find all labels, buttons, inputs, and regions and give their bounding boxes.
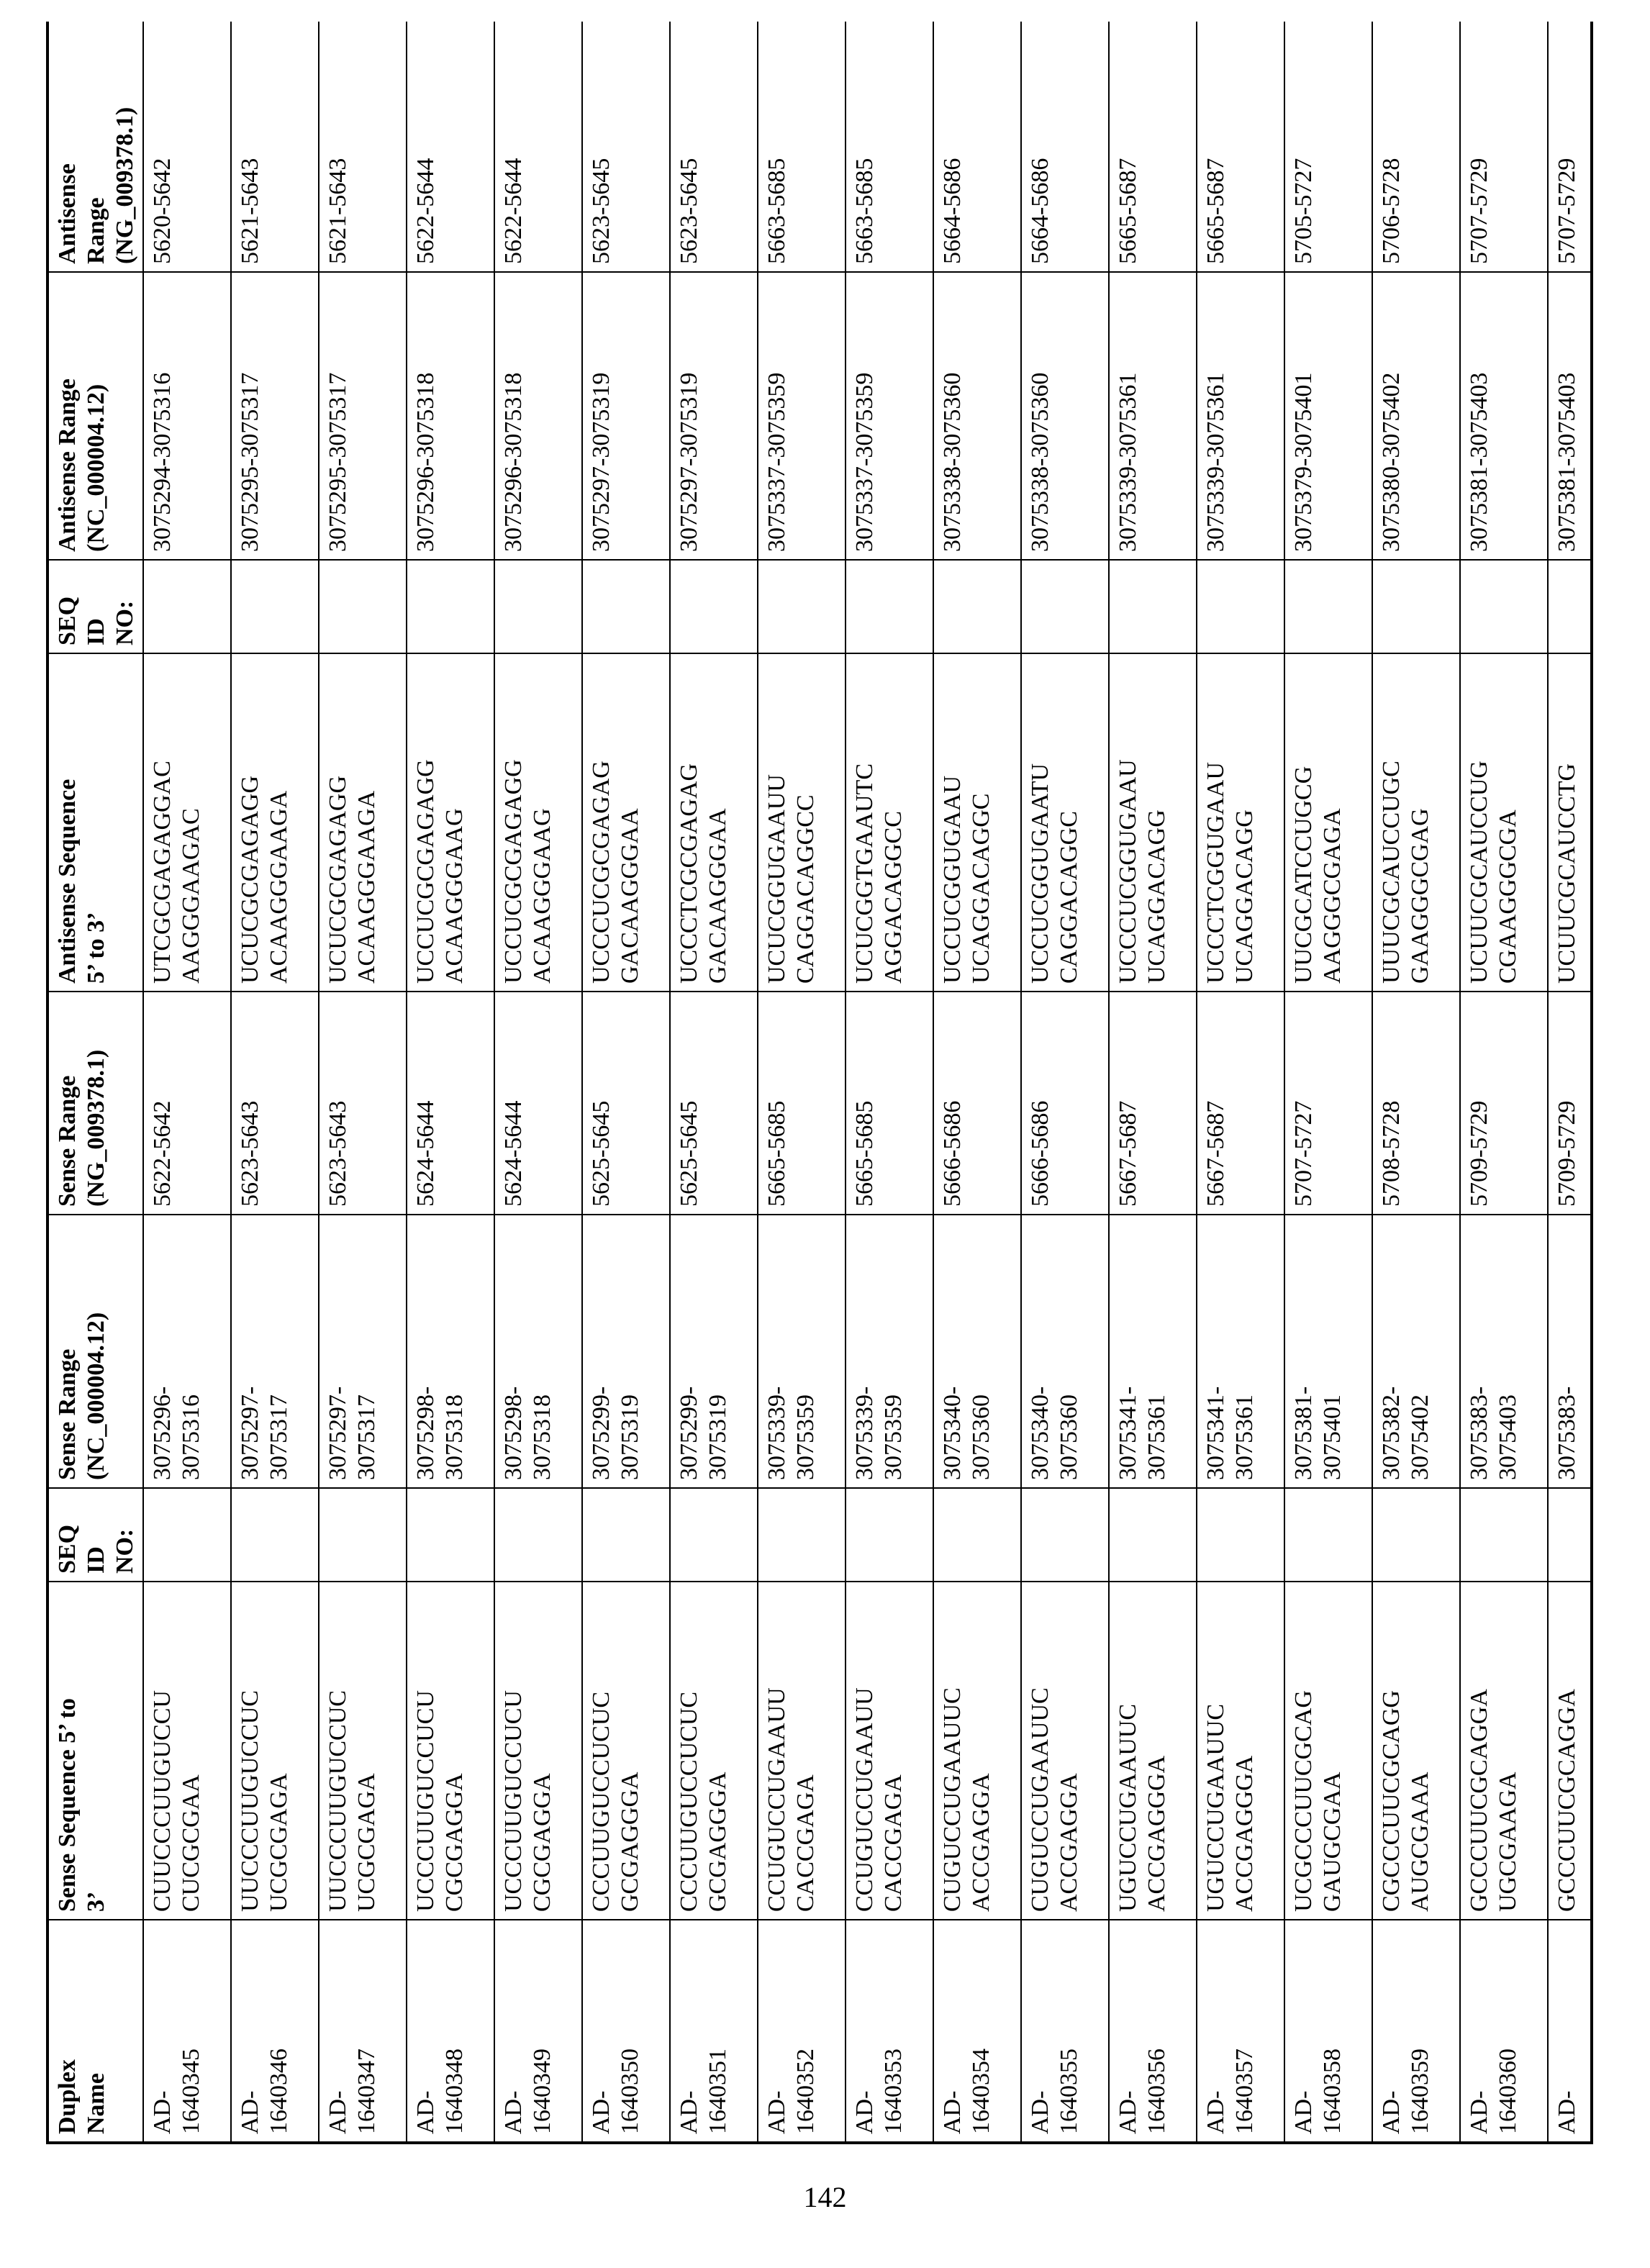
cell-sense-sequence: UCCCUUGUCCUCU CGCGAGGA xyxy=(407,1582,494,1920)
cell-antisense-range-nc: 3075337-3075359 xyxy=(758,272,846,560)
cell-sense-range-nc: 3075299- 3075319 xyxy=(670,1215,758,1488)
cell-duplex-name: AD- 1640354 xyxy=(933,1920,1021,2143)
table-row xyxy=(1284,22,1372,2143)
cell-duplex-name: AD- 1640347 xyxy=(319,1920,407,2143)
cell-seq-id-antisense xyxy=(1548,560,1593,653)
cell-antisense-range-nc: 3075381-3075403 xyxy=(1548,272,1593,560)
cell-antisense-sequence: UCCCUCGGUGAAU UCAGGACAGG xyxy=(1109,653,1197,992)
cell-seq-id-antisense xyxy=(758,560,846,653)
cell-seq-id-sense xyxy=(1109,1488,1197,1582)
col-header-seq-id-antisense: SEQ ID NO: xyxy=(47,560,143,653)
cell-sense-sequence: CCCUUGUCCUCUC GCGAGGGA xyxy=(582,1582,670,1920)
cell-seq-id-antisense xyxy=(846,560,933,653)
cell-antisense-range-ng: 5623-5645 xyxy=(582,22,670,272)
cell-sense-range-nc: 3075340- 3075360 xyxy=(1021,1215,1109,1488)
cell-antisense-sequence: UCUCGGTGAAUTC AGGACAGGCC xyxy=(846,653,933,992)
cell-antisense-range-ng: 5707-5729 xyxy=(1460,22,1548,272)
cell-sense-sequence: UGUCCUGAAUUC ACCGAGGGA xyxy=(1109,1582,1197,1920)
cell-antisense-range-nc: 3075295-3075317 xyxy=(231,272,319,560)
cell-antisense-range-ng: 5664-5686 xyxy=(933,22,1021,272)
cell-seq-id-sense xyxy=(231,1488,319,1582)
cell-antisense-range-nc: 3075337-3075359 xyxy=(846,272,933,560)
cell-antisense-sequence: UCCUCGGUGAATU CAGGACAGGC xyxy=(1021,653,1109,992)
cell-seq-id-sense xyxy=(1197,1488,1284,1582)
cell-seq-id-antisense xyxy=(1460,560,1548,653)
cell-antisense-range-ng: 5620-5642 xyxy=(143,22,231,272)
cell-sense-sequence: UCCCUUGUCCUCU CGCGAGGA xyxy=(494,1582,582,1920)
cell-sense-sequence: CCUGUCCUGAAUU CACCGAGA xyxy=(758,1582,846,1920)
cell-antisense-sequence: UCUCGGUGAAUU CAGGACAGGCC xyxy=(758,653,846,992)
cell-sense-range-ng: 5624-5644 xyxy=(494,992,582,1215)
cell-sense-range-nc: 3075297- 3075317 xyxy=(319,1215,407,1488)
cell-antisense-sequence: UCCCTCGGUGAAU UCAGGACAGG xyxy=(1197,653,1284,992)
cell-sense-range-ng: 5666-5686 xyxy=(1021,992,1109,1215)
cell-sense-sequence: CUUCCCUUGUCCU CUCGCGAA xyxy=(143,1582,231,1920)
cell-antisense-sequence: UCCCUCGCGAGAG GACAAGGGAA xyxy=(582,653,670,992)
cell-antisense-range-nc: 3075297-3075319 xyxy=(670,272,758,560)
table-row xyxy=(1372,22,1460,2143)
cell-sense-range-ng: 5665-5685 xyxy=(846,992,933,1215)
cell-sense-range-nc: 3075382- 3075402 xyxy=(1372,1215,1460,1488)
cell-sense-sequence: UUCCCUUGUCCUC UCGCGAGA xyxy=(231,1582,319,1920)
cell-seq-id-sense xyxy=(319,1488,407,1582)
cell-seq-id-sense xyxy=(758,1488,846,1582)
cell-antisense-range-nc: 3075294-3075316 xyxy=(143,272,231,560)
cell-duplex-name: AD- 1640348 xyxy=(407,1920,494,2143)
cell-sense-range-nc: 3075340- 3075360 xyxy=(933,1215,1021,1488)
cell-antisense-range-nc: 3075297-3075319 xyxy=(582,272,670,560)
cell-seq-id-antisense xyxy=(1109,560,1197,653)
cell-sense-range-nc: 3075298- 3075318 xyxy=(494,1215,582,1488)
cell-antisense-sequence: UCUUCGCAUCCUG CGAAGGGCGA xyxy=(1460,653,1548,992)
cell-sense-range-ng: 5667-5687 xyxy=(1197,992,1284,1215)
cell-antisense-range-nc: 3075338-3075360 xyxy=(933,272,1021,560)
table-row xyxy=(1460,22,1548,2143)
cell-sense-sequence: CGCCCUUCGCAGG AUGCGAAA xyxy=(1372,1582,1460,1920)
cell-sense-range-ng: 5707-5727 xyxy=(1284,992,1372,1215)
cell-duplex-name: AD- 1640349 xyxy=(494,1920,582,2143)
cell-sense-range-nc: 3075383- 3075403 xyxy=(1460,1215,1548,1488)
cell-seq-id-antisense xyxy=(143,560,231,653)
table-row xyxy=(846,22,933,2143)
table-row xyxy=(1197,22,1284,2143)
cell-antisense-range-ng: 5663-5685 xyxy=(846,22,933,272)
table-row xyxy=(231,22,319,2143)
col-header-antisense-range-nc: Antisense Range (NC_000004.12) xyxy=(47,272,143,560)
cell-seq-id-antisense xyxy=(1021,560,1109,653)
cell-duplex-name: AD- 1640360 xyxy=(1460,1920,1548,2143)
cell-antisense-range-ng: 5663-5685 xyxy=(758,22,846,272)
cell-sense-range-ng: 5623-5643 xyxy=(231,992,319,1215)
col-header-duplex-name: Duplex Name xyxy=(47,1920,143,2143)
cell-duplex-name: AD- 1640358 xyxy=(1284,1920,1372,2143)
cell-seq-id-sense xyxy=(670,1488,758,1582)
cell-seq-id-antisense xyxy=(1197,560,1284,653)
cell-seq-id-sense xyxy=(1460,1488,1548,1582)
table-row xyxy=(670,22,758,2143)
cell-antisense-sequence: UCUCGCGAGAGG ACAAGGGAAGA xyxy=(319,653,407,992)
cell-antisense-sequence: UCUUCGCAUCCTG xyxy=(1548,653,1593,992)
cell-sense-sequence: GCCCUUCGCAGGA UGCGAAGA xyxy=(1460,1582,1548,1920)
cell-sense-range-ng: 5625-5645 xyxy=(670,992,758,1215)
col-header-antisense-range-ng: Antisense Range (NG_009378.1) xyxy=(47,22,143,272)
cell-sense-range-ng: 5709-5729 xyxy=(1460,992,1548,1215)
cell-sense-range-ng: 5625-5645 xyxy=(582,992,670,1215)
cell-sense-range-nc: 3075383- xyxy=(1548,1215,1593,1488)
col-header-antisense-sequence: Antisense Sequence 5’ to 3’ xyxy=(47,653,143,992)
table-row xyxy=(582,22,670,2143)
col-header-sense-range-ng: Sense Range (NG_009378.1) xyxy=(47,992,143,1215)
cell-antisense-sequence: UCCUCGCGAGAGG ACAAGGGAAG xyxy=(494,653,582,992)
cell-seq-id-sense xyxy=(582,1488,670,1582)
table-row xyxy=(1109,22,1197,2143)
col-header-sense-range-nc: Sense Range (NC_000004.12) xyxy=(47,1215,143,1488)
cell-antisense-range-nc: 3075338-3075360 xyxy=(1021,272,1109,560)
cell-antisense-range-nc: 3075339-3075361 xyxy=(1197,272,1284,560)
cell-seq-id-antisense xyxy=(319,560,407,653)
cell-seq-id-antisense xyxy=(933,560,1021,653)
cell-duplex-name: AD- 1640355 xyxy=(1021,1920,1109,2143)
cell-antisense-range-ng: 5621-5643 xyxy=(319,22,407,272)
cell-sense-range-nc: 3075339- 3075359 xyxy=(846,1215,933,1488)
cell-antisense-range-nc: 3075296-3075318 xyxy=(407,272,494,560)
cell-antisense-sequence: UCCUCGCGAGAGG ACAAGGGAAG xyxy=(407,653,494,992)
cell-sense-range-ng: 5622-5642 xyxy=(143,992,231,1215)
cell-duplex-name: AD- 1640346 xyxy=(231,1920,319,2143)
cell-seq-id-antisense xyxy=(231,560,319,653)
cell-antisense-range-ng: 5621-5643 xyxy=(231,22,319,272)
cell-sense-range-nc: 3075339- 3075359 xyxy=(758,1215,846,1488)
cell-seq-id-sense xyxy=(933,1488,1021,1582)
table-row xyxy=(758,22,846,2143)
cell-antisense-range-nc: 3075380-3075402 xyxy=(1372,272,1460,560)
cell-sense-range-nc: 3075341- 3075361 xyxy=(1197,1215,1284,1488)
cell-seq-id-sense xyxy=(1372,1488,1460,1582)
table-header-row xyxy=(47,22,143,2143)
cell-sense-range-nc: 3075299- 3075319 xyxy=(582,1215,670,1488)
cell-sense-range-nc: 3075381- 3075401 xyxy=(1284,1215,1372,1488)
cell-duplex-name: AD- 1640353 xyxy=(846,1920,933,2143)
cell-sense-sequence: CCUGUCCUGAAUU CACCGAGA xyxy=(846,1582,933,1920)
cell-seq-id-sense xyxy=(494,1488,582,1582)
cell-antisense-sequence: UUCGCATCCUGCG AAGGGCGAGA xyxy=(1284,653,1372,992)
cell-sense-sequence: CUGUCCUGAAUUC ACCGAGGA xyxy=(933,1582,1021,1920)
cell-antisense-sequence: UTCGCGAGAGGAC AAGGGAAGAC xyxy=(143,653,231,992)
cell-antisense-sequence: UCCCTCGCGAGAG GACAAGGGAA xyxy=(670,653,758,992)
cell-seq-id-antisense xyxy=(494,560,582,653)
cell-seq-id-sense xyxy=(143,1488,231,1582)
table-row xyxy=(319,22,407,2143)
table-row xyxy=(933,22,1021,2143)
cell-seq-id-sense xyxy=(846,1488,933,1582)
cell-antisense-range-nc: 3075379-3075401 xyxy=(1284,272,1372,560)
cell-antisense-range-ng: 5664-5686 xyxy=(1021,22,1109,272)
sirna-duplex-table xyxy=(46,22,1593,2144)
cell-sense-sequence: UCGCCCUUCGCAG GAUGCGAA xyxy=(1284,1582,1372,1920)
cell-seq-id-antisense xyxy=(407,560,494,653)
cell-sense-range-ng: 5624-5644 xyxy=(407,992,494,1215)
cell-duplex-name: AD- 1640350 xyxy=(582,1920,670,2143)
col-header-seq-id-sense: SEQ ID NO: xyxy=(47,1488,143,1582)
col-header-sense-sequence: Sense Sequence 5’ to 3’ xyxy=(47,1582,143,1920)
cell-antisense-range-ng: 5706-5728 xyxy=(1372,22,1460,272)
cell-duplex-name: AD- xyxy=(1548,1920,1593,2143)
cell-antisense-range-ng: 5622-5644 xyxy=(407,22,494,272)
table-row xyxy=(1021,22,1109,2143)
cell-sense-range-ng: 5665-5685 xyxy=(758,992,846,1215)
cell-sense-range-ng: 5708-5728 xyxy=(1372,992,1460,1215)
table-row xyxy=(1548,22,1593,2143)
cell-sense-sequence: UGUCCUGAAUUC ACCGAGGGA xyxy=(1197,1582,1284,1920)
cell-antisense-sequence: UCUCGCGAGAGG ACAAGGGAAGA xyxy=(231,653,319,992)
cell-sense-sequence: UUCCCUUGUCCUC UCGCGAGA xyxy=(319,1582,407,1920)
cell-sense-range-nc: 3075296- 3075316 xyxy=(143,1215,231,1488)
cell-sense-range-ng: 5709-5729 xyxy=(1548,992,1593,1215)
cell-antisense-range-ng: 5665-5687 xyxy=(1197,22,1284,272)
cell-sense-range-nc: 3075341- 3075361 xyxy=(1109,1215,1197,1488)
cell-sense-range-ng: 5623-5643 xyxy=(319,992,407,1215)
cell-seq-id-sense xyxy=(407,1488,494,1582)
cell-duplex-name: AD- 1640345 xyxy=(143,1920,231,2143)
cell-antisense-sequence: UCCUCGGUGAAU UCAGGACAGGC xyxy=(933,653,1021,992)
cell-sense-sequence: CUGUCCUGAAUUC ACCGAGGA xyxy=(1021,1582,1109,1920)
cell-seq-id-antisense xyxy=(582,560,670,653)
cell-sense-sequence: CCCUUGUCCUCUC GCGAGGGA xyxy=(670,1582,758,1920)
table-row xyxy=(143,22,231,2143)
cell-antisense-range-nc: 3075295-3075317 xyxy=(319,272,407,560)
cell-seq-id-antisense xyxy=(1284,560,1372,653)
cell-sense-sequence: GCCCUUCGCAGGA xyxy=(1548,1582,1593,1920)
cell-antisense-range-nc: 3075296-3075318 xyxy=(494,272,582,560)
table-row xyxy=(407,22,494,2143)
cell-seq-id-sense xyxy=(1548,1488,1593,1582)
cell-antisense-range-ng: 5705-5727 xyxy=(1284,22,1372,272)
cell-antisense-range-ng: 5622-5644 xyxy=(494,22,582,272)
page-number: 142 xyxy=(803,2181,847,2213)
cell-antisense-range-nc: 3075381-3075403 xyxy=(1460,272,1548,560)
cell-antisense-sequence: UUUCGCAUCCUGC GAAGGGCGAG xyxy=(1372,653,1460,992)
cell-seq-id-sense xyxy=(1021,1488,1109,1582)
cell-antisense-range-ng: 5623-5645 xyxy=(670,22,758,272)
cell-sense-range-ng: 5667-5687 xyxy=(1109,992,1197,1215)
cell-duplex-name: AD- 1640359 xyxy=(1372,1920,1460,2143)
cell-seq-id-antisense xyxy=(670,560,758,653)
cell-duplex-name: AD- 1640351 xyxy=(670,1920,758,2143)
cell-antisense-range-nc: 3075339-3075361 xyxy=(1109,272,1197,560)
cell-antisense-range-ng: 5707-5729 xyxy=(1548,22,1593,272)
cell-sense-range-nc: 3075298- 3075318 xyxy=(407,1215,494,1488)
cell-sense-range-nc: 3075297- 3075317 xyxy=(231,1215,319,1488)
cell-duplex-name: AD- 1640352 xyxy=(758,1920,846,2143)
rotated-table-container xyxy=(46,22,1593,2144)
table-row xyxy=(494,22,582,2143)
cell-sense-range-ng: 5666-5686 xyxy=(933,992,1021,1215)
cell-duplex-name: AD- 1640356 xyxy=(1109,1920,1197,2143)
cell-seq-id-sense xyxy=(1284,1488,1372,1582)
cell-antisense-range-ng: 5665-5687 xyxy=(1109,22,1197,272)
cell-seq-id-antisense xyxy=(1372,560,1460,653)
cell-duplex-name: AD- 1640357 xyxy=(1197,1920,1284,2143)
